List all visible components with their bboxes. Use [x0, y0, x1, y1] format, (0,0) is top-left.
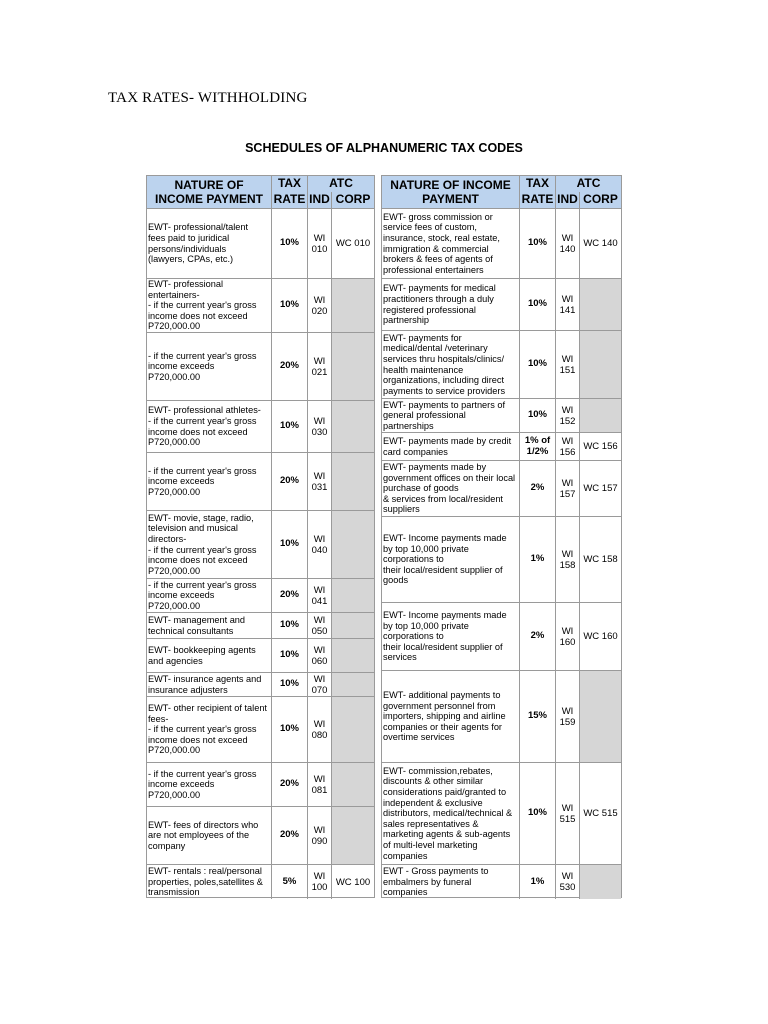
nature-text: - if the current year's gross income exceeds P720,000.00 [148, 465, 257, 497]
table-row [147, 696, 374, 762]
nature-text: EWT- professional entertainers- - if the current year's gross income does not exceed P720,000.00 [148, 279, 257, 332]
atc-corp-cell [332, 579, 374, 612]
tax-rate-cell [520, 399, 556, 432]
header-ind: IND [556, 192, 580, 208]
nature-of-payment-cell [147, 673, 272, 696]
nature-text: EWT- other recipient of talent fees- - if the current year's gross income does not exceed P720,000.00 [148, 703, 267, 756]
atc-corp-cell [332, 401, 374, 452]
table-row [382, 432, 621, 460]
corp-text: WC 157 [583, 483, 618, 494]
atc-ind-cell [308, 673, 332, 696]
nature-of-payment-cell [147, 865, 272, 899]
table-row [147, 806, 374, 864]
corp-text: WC 160 [583, 631, 618, 642]
rate-text: 1% [530, 875, 545, 887]
left-table-header [147, 176, 374, 208]
atc-corp-cell [332, 209, 374, 278]
ind-text: WI 060 [311, 644, 328, 667]
tax-rate-cell [272, 807, 308, 864]
tax-rate-cell [272, 209, 308, 278]
nature-of-payment-cell [382, 763, 520, 864]
tax-rate-cell [272, 511, 308, 578]
header-ind: IND [308, 192, 332, 208]
nature-of-payment-cell [147, 807, 272, 864]
rate-text: 1% of 1/2% [524, 435, 551, 457]
nature-of-payment-cell [382, 209, 520, 278]
rate-text: 10% [279, 678, 299, 690]
atc-corp-cell [580, 763, 621, 864]
rate-text: 20% [279, 475, 299, 487]
atc-ind-cell [308, 763, 332, 806]
nature-text: - if the current year's gross income exceeds P720,000.00 [148, 768, 257, 800]
nature-of-payment-cell [147, 279, 272, 332]
nature-text: EWT- gross commission or service fees of custom, insurance, stock, real estate, immigration & commercial brokers & fees of agents of professional entertainers [383, 211, 500, 275]
atc-ind-cell [556, 517, 580, 602]
atc-ind-cell [308, 697, 332, 762]
tax-rate-cell [272, 613, 308, 638]
header-nature: NATURE OF INCOME PAYMENT [147, 176, 272, 208]
ind-text: WI 515 [559, 802, 576, 825]
header-nature: NATURE OF INCOME PAYMENT [382, 176, 520, 208]
tax-rate-cell [272, 333, 308, 400]
ind-text: WI 141 [559, 293, 576, 316]
rate-text: 20% [279, 778, 299, 790]
table-row [147, 864, 374, 899]
nature-text: EWT- movie, stage, radio, television and musical directors- - if the current year's gross income does not exceed P720,000.00 [148, 512, 257, 576]
ind-text: WI 010 [311, 232, 328, 255]
nature-text: EWT- professional/talent fees paid to juridical persons/individuals (lawyers, CPAs, etc.) [148, 222, 249, 265]
table-row [382, 516, 621, 602]
ind-text: WI 100 [311, 871, 328, 893]
nature-of-payment-cell [147, 579, 272, 612]
nature-of-payment-cell [147, 401, 272, 452]
tax-rate-cell [272, 673, 308, 696]
nature-text: EWT- payments made by government offices on their local purchase of goods & services from local/resident suppliers [383, 462, 516, 515]
table-row [382, 602, 621, 670]
atc-corp-cell [580, 433, 621, 460]
header-rate: RATE [272, 192, 308, 208]
atc-corp-cell [580, 331, 621, 398]
atc-ind-cell [308, 401, 332, 452]
nature-of-payment-cell [382, 461, 520, 516]
ind-text: WI 158 [559, 548, 576, 571]
rate-text: 10% [279, 538, 299, 550]
atc-corp-cell [332, 673, 374, 696]
table-row [147, 510, 374, 578]
nature-text: EWT- payments to partners of general professional partnerships [383, 399, 506, 431]
ind-text: WI 081 [311, 773, 328, 796]
ind-text: WI 031 [311, 470, 328, 493]
atc-corp-cell [580, 517, 621, 602]
rate-text: 20% [279, 589, 299, 601]
table-row [382, 762, 621, 864]
rate-text: 20% [279, 360, 299, 372]
nature-text: EWT- management and technical consultants [148, 614, 246, 636]
corp-text: WC 100 [335, 876, 371, 888]
ind-text: WI 140 [559, 232, 576, 255]
ind-text: WI 159 [559, 705, 576, 728]
corp-text: WC 158 [583, 554, 618, 565]
rate-text: 10% [279, 237, 299, 249]
right-table [381, 175, 622, 898]
rate-text: 10% [527, 807, 547, 819]
table-row [147, 762, 374, 806]
tax-rate-cell [272, 639, 308, 672]
table-row [382, 460, 621, 516]
nature-text: EWT- bookkeeping agents and agencies [148, 644, 256, 666]
atc-corp-cell [332, 697, 374, 762]
ind-text: WI 070 [311, 673, 328, 696]
ind-text: WI 021 [311, 355, 328, 378]
table-row [382, 398, 621, 432]
nature-text: EWT- fees of directors who are not employees of the company [148, 819, 259, 851]
tax-rate-cell [520, 763, 556, 864]
atc-ind-cell [556, 763, 580, 864]
right-table-header [382, 176, 621, 208]
atc-ind-cell [556, 671, 580, 762]
nature-text: EWT - Gross payments to embalmers by funeral companies [383, 866, 489, 898]
atc-corp-cell [332, 613, 374, 638]
atc-corp-cell [332, 453, 374, 510]
tax-rate-cell [272, 401, 308, 452]
ind-text: WI 050 [311, 614, 328, 637]
atc-corp-cell [332, 511, 374, 578]
header-tax: TAX [520, 176, 556, 192]
rate-text: 10% [279, 649, 299, 661]
document-title: TAX RATES- WITHHOLDING [108, 90, 308, 106]
header-tax: TAX [272, 176, 308, 192]
atc-ind-cell [556, 603, 580, 670]
ind-text: WI 041 [311, 584, 328, 607]
header-rate: RATE [520, 192, 556, 208]
corp-text: WC 156 [583, 441, 618, 452]
tax-rate-cell [520, 209, 556, 278]
nature-of-payment-cell [382, 433, 520, 460]
rate-text: 20% [279, 829, 299, 841]
rate-text: 2% [530, 482, 545, 494]
nature-text: EWT- Income payments made by top 10,000 private corporations to their local/resident supplier of goods [383, 533, 507, 586]
nature-of-payment-cell [147, 639, 272, 672]
header-corp: CORP [332, 192, 374, 208]
tax-rate-cell [520, 603, 556, 670]
atc-corp-cell [332, 807, 374, 864]
ind-text: WI 030 [311, 415, 328, 438]
ind-text: WI 530 [559, 871, 576, 893]
header-atc: ATC [556, 176, 621, 192]
table-row [147, 578, 374, 612]
table-row [147, 452, 374, 510]
table-row [382, 670, 621, 762]
table-row [147, 638, 374, 672]
rate-text: 10% [279, 619, 299, 631]
rate-text: 10% [279, 299, 299, 311]
ind-text: WI 090 [311, 824, 328, 847]
atc-corp-cell [580, 399, 621, 432]
nature-of-payment-cell [382, 671, 520, 762]
tax-rate-cell [272, 763, 308, 806]
nature-text: EWT- payments for medical practitioners through a duly registered professional partnership [383, 283, 496, 326]
nature-of-payment-cell [382, 603, 520, 670]
tax-code-table [146, 175, 622, 898]
nature-of-payment-cell [147, 697, 272, 762]
tax-rate-cell [520, 671, 556, 762]
atc-ind-cell [308, 579, 332, 612]
rate-text: 10% [527, 409, 547, 421]
nature-text: EWT- commission,rebates, discounts & other similar considerations paid/granted to independent & exclusive distributors, medical/technical & sales representatives & marketing agents & sub-agents of multi-level marketing companies [383, 765, 513, 861]
atc-ind-cell [308, 639, 332, 672]
atc-ind-cell [308, 209, 332, 278]
nature-text: - if the current year's gross income exceeds P720,000.00 [148, 579, 257, 611]
ind-text: WI 156 [559, 435, 576, 458]
tax-rate-cell [272, 579, 308, 612]
atc-ind-cell [556, 279, 580, 330]
atc-ind-cell [308, 333, 332, 400]
table-row [147, 332, 374, 400]
atc-corp-cell [580, 671, 621, 762]
rate-text: 15% [527, 710, 547, 722]
header-corp: CORP [580, 192, 621, 208]
atc-ind-cell [308, 453, 332, 510]
tax-rate-cell [272, 453, 308, 510]
nature-text: EWT- professional athletes- - if the current year's gross income does not exceed P720,000.00 [148, 405, 261, 448]
atc-corp-cell [580, 279, 621, 330]
tax-rate-cell [272, 279, 308, 332]
rate-text: 5% [282, 875, 297, 887]
atc-ind-cell [308, 807, 332, 864]
atc-ind-cell [308, 613, 332, 638]
ind-text: WI 080 [311, 718, 328, 741]
rate-text: 2% [530, 630, 545, 642]
nature-of-payment-cell [147, 209, 272, 278]
rate-text: 10% [527, 298, 547, 310]
ind-text: WI 152 [559, 404, 576, 427]
nature-of-payment-cell [147, 453, 272, 510]
table-row [382, 330, 621, 398]
header-atc: ATC [308, 176, 374, 192]
table-row [382, 208, 621, 278]
nature-of-payment-cell [147, 511, 272, 578]
atc-corp-cell [580, 603, 621, 670]
tax-rate-cell [520, 279, 556, 330]
corp-text: WC 010 [335, 238, 371, 249]
tax-rate-cell [272, 865, 308, 899]
schedule-title: SCHEDULES OF ALPHANUMERIC TAX CODES [245, 141, 523, 155]
table-row [147, 278, 374, 332]
nature-of-payment-cell [382, 517, 520, 602]
nature-text: EWT- payments for medical/dental /veterinary services thru hospitals/clinics/ health maintenance organizations, including direct payments to service providers [383, 332, 506, 396]
nature-of-payment-cell [382, 399, 520, 432]
atc-ind-cell [308, 279, 332, 332]
nature-text: - if the current year's gross income exceeds P720,000.00 [148, 350, 257, 382]
table-row [147, 612, 374, 638]
corp-text: WC 515 [583, 808, 618, 819]
table-row [147, 208, 374, 278]
table-row [382, 278, 621, 330]
atc-corp-cell [332, 333, 374, 400]
ind-text: WI 040 [311, 533, 328, 556]
nature-of-payment-cell [147, 333, 272, 400]
tax-rate-cell [520, 331, 556, 398]
nature-of-payment-cell [382, 279, 520, 330]
rate-text: 10% [279, 723, 299, 735]
atc-ind-cell [556, 399, 580, 432]
corp-text: WC 140 [583, 238, 618, 249]
left-table [146, 175, 375, 898]
table-row [147, 672, 374, 696]
atc-corp-cell [332, 639, 374, 672]
table-row [147, 400, 374, 452]
rate-text: 10% [279, 420, 299, 432]
nature-text: EWT- insurance agents and insurance adjusters [148, 673, 262, 695]
atc-ind-cell [308, 511, 332, 578]
ind-text: WI 020 [311, 294, 328, 317]
nature-text: EWT- payments made by credit card companies [383, 435, 512, 457]
nature-of-payment-cell [382, 331, 520, 398]
table-row [382, 864, 621, 899]
atc-ind-cell [556, 461, 580, 516]
ind-text: WI 157 [559, 477, 576, 500]
tax-rate-cell [520, 461, 556, 516]
rate-text: 10% [527, 358, 547, 370]
atc-ind-cell [556, 865, 580, 899]
rate-text: 1% [530, 553, 545, 565]
atc-corp-cell [580, 209, 621, 278]
ind-text: WI 151 [559, 353, 576, 376]
nature-of-payment-cell [382, 865, 520, 899]
atc-ind-cell [556, 433, 580, 460]
tax-rate-cell [520, 433, 556, 460]
atc-corp-cell [332, 763, 374, 806]
atc-ind-cell [556, 209, 580, 278]
rate-text: 10% [527, 237, 547, 249]
atc-corp-cell [580, 461, 621, 516]
nature-of-payment-cell [147, 763, 272, 806]
atc-corp-cell [580, 865, 621, 899]
nature-text: EWT- rentals : real/personal properties, poles,satellites & transmission [148, 866, 263, 898]
tax-rate-cell [520, 865, 556, 899]
ind-text: WI 160 [559, 625, 576, 648]
nature-text: EWT- Income payments made by top 10,000 private corporations to their local/resident supplier of services [383, 610, 507, 663]
tax-rate-cell [272, 697, 308, 762]
atc-corp-cell [332, 279, 374, 332]
nature-text: EWT- additional payments to government personnel from importers, shipping and airline companies or their agents for overtime services [383, 690, 506, 743]
atc-ind-cell [308, 865, 332, 899]
atc-corp-cell [332, 865, 374, 899]
tax-rate-cell [520, 517, 556, 602]
atc-ind-cell [556, 331, 580, 398]
nature-of-payment-cell [147, 613, 272, 638]
